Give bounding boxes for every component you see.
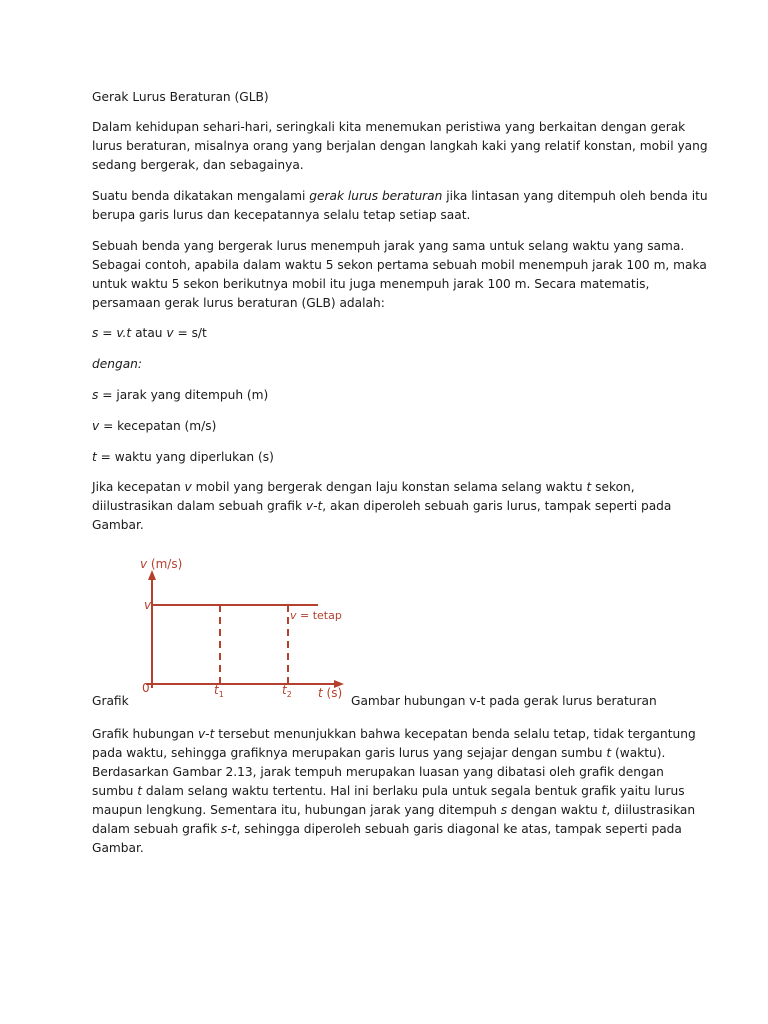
- text-run: diilustrasikan dalam sebuah grafik: [92, 499, 306, 513]
- origin-label: 0: [142, 681, 150, 695]
- y-axis-arrow-icon: [148, 570, 156, 580]
- formula-line: [92, 324, 207, 342]
- paragraph-4-line-1: [92, 478, 635, 496]
- text-run: mobil yang bergerak dengan laju konstan selama selang waktu: [191, 480, 587, 494]
- constant-line-label: [290, 609, 342, 622]
- formula-symbol-s: s: [92, 326, 99, 340]
- definition-s: [92, 386, 268, 404]
- definition-symbol: t: [92, 450, 97, 464]
- text-run: dalam sebuah grafik: [92, 822, 222, 836]
- paragraph-1-line-2: lurus beraturan, misalnya orang yang berjalan dengan langkah kaki yang relatif konstan, mobil yang: [92, 139, 708, 153]
- definition-text: = waktu yang diperlukan (s): [96, 450, 274, 464]
- paragraph-5-line-3: Berdasarkan Gambar 2.13, jarak tempuh merupakan luasan yang dibatasi oleh grafik dengan: [92, 765, 664, 779]
- text-run: , akan diperoleh sebuah garis lurus, tampak seperti pada: [322, 499, 672, 513]
- text-run: dengan waktu: [507, 803, 602, 817]
- y-axis-label-unit: (m/s): [147, 557, 183, 571]
- text-run: Jika kecepatan: [92, 480, 185, 494]
- paragraph-2-line-2: berupa garis lurus dan kecepatannya selalu tetap setiap saat.: [92, 208, 471, 222]
- t1-label: [214, 683, 224, 699]
- y-tick-v: v: [144, 598, 152, 612]
- text-run-italic: s-t: [221, 822, 237, 836]
- text-run-italic: t: [137, 784, 143, 798]
- text-run: dalam selang waktu tertentu. Hal ini berlaku pula untuk segala bentuk grafik yaitu lurus: [142, 784, 685, 798]
- paragraph-3-line-2: Sebagai contoh, apabila dalam waktu 5 sekon pertama sebuah mobil menempuh jarak 100 m, maka: [92, 258, 707, 272]
- definition-text: = kecepatan (m/s): [99, 419, 217, 433]
- document-title: Gerak Lurus Beraturan (GLB): [92, 90, 269, 104]
- formula-symbol-v: v: [166, 326, 174, 340]
- text-run: Grafik hubungan: [92, 727, 198, 741]
- grafik-label: Grafik: [92, 694, 129, 708]
- formula-vt: v.t: [116, 326, 132, 340]
- text-run: maupun lengkung. Sementara itu, hubungan jarak yang ditempuh: [92, 803, 501, 817]
- t2-label: [282, 683, 292, 699]
- figure-caption: Gambar hubungan v-t pada gerak lurus beraturan: [351, 694, 657, 708]
- text-run-italic: gerak lurus beraturan: [309, 189, 443, 203]
- text-run: sumbu: [92, 784, 138, 798]
- paragraph-2-line-1: [92, 187, 708, 205]
- paragraph-1-line-3: sedang bergerak, dan sebagainya.: [92, 158, 304, 172]
- definition-text: = jarak yang ditempuh (m): [98, 388, 269, 402]
- paragraph-5-line-4: [92, 782, 685, 800]
- text-run: (waktu).: [611, 746, 666, 760]
- vt-graph: [136, 552, 356, 704]
- paragraph-1-line-1: Dalam kehidupan sehari-hari, seringkali kita menemukan peristiwa yang berkaitan dengan gerak: [92, 120, 686, 134]
- paragraph-4-line-2: [92, 497, 671, 515]
- text-run: = s/t: [173, 326, 207, 340]
- text-run: jika lintasan yang ditempuh oleh benda itu: [442, 189, 708, 203]
- paragraph-3-line-3: untuk waktu 5 sekon berikutnya mobil itu juga menempuh jarak 100 m. Secara matematis,: [92, 277, 650, 291]
- dengan-label: [92, 355, 142, 373]
- text-run-italic: v: [184, 480, 192, 494]
- text-run: sekon,: [591, 480, 635, 494]
- text-run: , diilustrasikan: [606, 803, 696, 817]
- t1-subscript: 1: [218, 690, 224, 699]
- text-run: , sehingga diperoleh sebuah garis diagonal ke atas, tampak seperti pada: [236, 822, 682, 836]
- x-axis-label: [318, 686, 342, 700]
- text-run-italic: v-t: [305, 499, 323, 513]
- definition-symbol: s: [92, 388, 99, 402]
- x-axis-label-symbol: t: [318, 686, 323, 700]
- text-run-italic: s: [500, 803, 508, 817]
- paragraph-5-line-2: [92, 744, 665, 762]
- line-label-text: = tetap: [296, 609, 342, 622]
- line-label-symbol: v: [290, 609, 297, 622]
- text-run-italic: v-t: [197, 727, 215, 741]
- t1-symbol: t: [214, 683, 219, 697]
- x-axis-label-unit: (s): [322, 686, 343, 700]
- paragraph-5-line-7: Gambar.: [92, 841, 144, 855]
- definition-v: [92, 417, 216, 435]
- text-run: Suatu benda dikatakan mengalami: [92, 189, 310, 203]
- y-axis-label-symbol: v: [140, 557, 148, 571]
- paragraph-5-line-1: [92, 725, 696, 743]
- t2-symbol: t: [282, 683, 287, 697]
- paragraph-3-line-4: persamaan gerak lurus beraturan (GLB) adalah:: [92, 296, 385, 310]
- paragraph-5-line-6: [92, 820, 682, 838]
- definition-symbol: v: [92, 419, 100, 433]
- t2-subscript: 2: [286, 690, 292, 699]
- vt-graph-figure: [136, 552, 356, 704]
- text-run-italic: t: [586, 480, 592, 494]
- text-run: pada waktu, sehingga grafiknya merupakan garis lurus yang sejajar dengan sumbu: [92, 746, 607, 760]
- y-axis-label: [140, 557, 182, 571]
- text-run: tersebut menunjukkan bahwa kecepatan benda selalu tetap, tidak tergantung: [214, 727, 696, 741]
- text-run: =: [98, 326, 117, 340]
- text-run-italic: t: [601, 803, 607, 817]
- paragraph-4-line-3: Gambar.: [92, 518, 144, 532]
- paragraph-5-line-5: [92, 801, 695, 819]
- text-run-italic: dengan:: [92, 357, 142, 371]
- text-run: atau: [131, 326, 167, 340]
- definition-t: [92, 448, 274, 466]
- text-run-italic: t: [606, 746, 612, 760]
- paragraph-3-line-1: Sebuah benda yang bergerak lurus menempuh jarak yang sama untuk selang waktu yang sama.: [92, 239, 685, 253]
